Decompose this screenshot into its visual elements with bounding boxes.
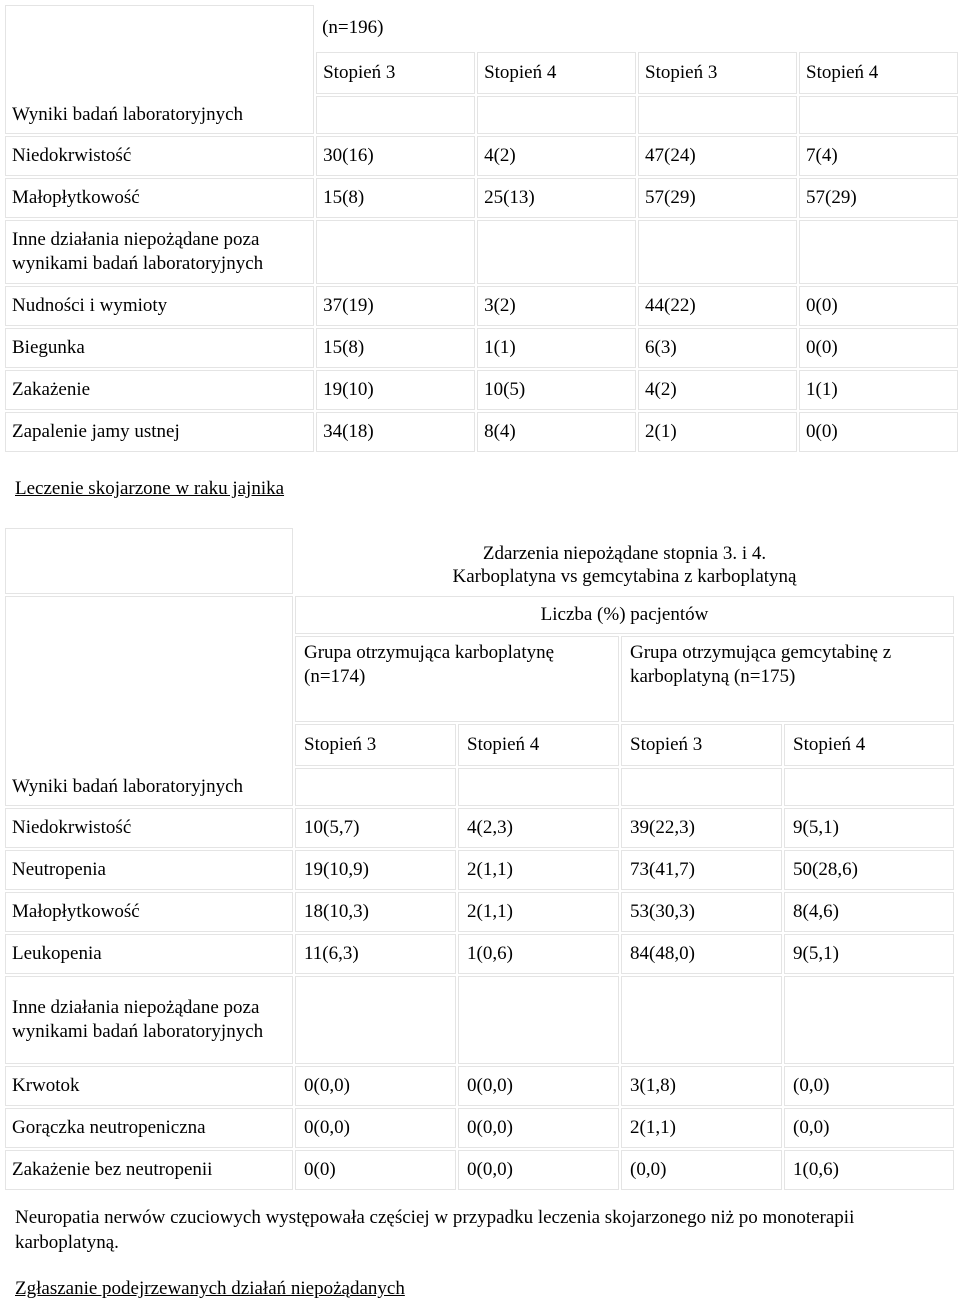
- table-row: [5, 136, 958, 176]
- other-events-header: Inne działania niepożądane poza wynikami badań laboratoryjnych: [5, 220, 314, 284]
- row-label: Biegunka: [5, 328, 314, 368]
- value-cell: 19(10): [316, 370, 475, 410]
- value-cell: 34(18): [316, 412, 475, 452]
- table-row: [5, 178, 958, 218]
- value-cell: 25(13): [477, 178, 636, 218]
- value-cell: 73(41,7): [621, 850, 782, 890]
- empty-cell: [799, 96, 958, 134]
- value-cell: 57(29): [638, 178, 797, 218]
- empty-cell: [638, 220, 797, 284]
- table-row: [5, 976, 954, 1064]
- combined-treatment-link[interactable]: Leczenie skojarzone w raku jajnika: [15, 478, 285, 499]
- value-cell: (0,0): [784, 1108, 954, 1148]
- value-cell: 53(30,3): [621, 892, 782, 932]
- empty-cell: [458, 976, 619, 1064]
- value-cell: (0,0): [621, 1150, 782, 1190]
- table-row: [5, 412, 958, 452]
- row-label: Gorączka neutropeniczna: [5, 1108, 293, 1148]
- lab-results-header: Wyniki badań laboratoryjnych: [5, 596, 293, 806]
- table-row: [5, 892, 954, 932]
- group-n-label: (n=196): [322, 16, 384, 38]
- empty-cell: [621, 768, 782, 806]
- empty-cell: [316, 96, 475, 134]
- table-row: [5, 1108, 954, 1148]
- grade-header: Stopień 4: [477, 52, 636, 94]
- table-row: [5, 1066, 954, 1106]
- empty-cell: [638, 96, 797, 134]
- value-cell: 15(8): [316, 328, 475, 368]
- value-cell: 0(0,0): [458, 1108, 619, 1148]
- grade-header: Stopień 3: [295, 724, 456, 766]
- value-cell: 10(5,7): [295, 808, 456, 848]
- value-cell: 8(4): [477, 412, 636, 452]
- value-cell: 19(10,9): [295, 850, 456, 890]
- value-cell: 50(28,6): [784, 850, 954, 890]
- empty-cell: [295, 976, 456, 1064]
- table-row: [5, 328, 958, 368]
- value-cell: 3(1,8): [621, 1066, 782, 1106]
- value-cell: 4(2,3): [458, 808, 619, 848]
- grade-header: Stopień 4: [799, 52, 958, 94]
- lab-results-header: [5, 5, 314, 134]
- value-cell: 1(1): [477, 328, 636, 368]
- value-cell: 4(2): [477, 136, 636, 176]
- adverse-events-table-2: [3, 526, 956, 1192]
- grade-header: Stopień 4: [458, 724, 619, 766]
- other-events-header: Inne działania niepożądane poza wynikami badań laboratoryjnych: [5, 976, 293, 1064]
- value-cell: 0(0,0): [295, 1066, 456, 1106]
- value-cell: 8(4,6): [784, 892, 954, 932]
- grade-header: Stopień 3: [621, 724, 782, 766]
- empty-cell: [621, 976, 782, 1064]
- value-cell: 7(4): [799, 136, 958, 176]
- group1-header: Grupa otrzymująca karboplatynę (n=174): [295, 636, 619, 722]
- value-cell: 44(22): [638, 286, 797, 326]
- empty-cell: [458, 768, 619, 806]
- row-label: Niedokrwistość: [5, 808, 293, 848]
- value-cell: 2(1,1): [458, 850, 619, 890]
- value-cell: 0(0): [799, 412, 958, 452]
- value-cell: 2(1,1): [458, 892, 619, 932]
- table-title: [295, 528, 954, 594]
- group2-header: Grupa otrzymująca gemcytabinę z karboplatyną (n=175): [621, 636, 954, 722]
- empty-cell: [316, 220, 475, 284]
- value-cell: 0(0): [799, 328, 958, 368]
- table-title-line2: Karboplatyna vs gemcytabina z karboplatyną: [452, 566, 797, 587]
- value-cell: 57(29): [799, 178, 958, 218]
- value-cell: 18(10,3): [295, 892, 456, 932]
- table-row: [5, 286, 958, 326]
- grade-header: Stopień 3: [316, 52, 475, 94]
- row-label: Małopłytkowość: [5, 178, 314, 218]
- neuropathy-note: Neuropatia nerwów czuciowych występowała częściej w przypadku leczenia skojarzonego niż po monoterapii karboplatyną.: [15, 1207, 855, 1253]
- value-cell: 39(22,3): [621, 808, 782, 848]
- value-cell: 0(0,0): [458, 1150, 619, 1190]
- value-cell: 0(0): [799, 286, 958, 326]
- value-cell: 1(1): [799, 370, 958, 410]
- value-cell: 2(1,1): [621, 1108, 782, 1148]
- value-cell: 3(2): [477, 286, 636, 326]
- adverse-events-table-1: [3, 3, 960, 454]
- empty-cell: [295, 768, 456, 806]
- row-label: Zapalenie jamy ustnej: [5, 412, 314, 452]
- table-row: [5, 1150, 954, 1190]
- value-cell: 9(5,1): [784, 934, 954, 974]
- value-cell: 4(2): [638, 370, 797, 410]
- value-cell: 47(24): [638, 136, 797, 176]
- row-label: Niedokrwistość: [5, 136, 314, 176]
- grade-header: Stopień 4: [784, 724, 954, 766]
- value-cell: 10(5): [477, 370, 636, 410]
- empty-cell: [477, 220, 636, 284]
- row-label: Zakażenie: [5, 370, 314, 410]
- table-row: [5, 220, 958, 284]
- table-row: [5, 370, 958, 410]
- table-row: [5, 850, 954, 890]
- value-cell: 15(8): [316, 178, 475, 218]
- row-label: Neutropenia: [5, 850, 293, 890]
- report-adverse-events-link[interactable]: Zgłaszanie podejrzewanych działań niepożądanych: [15, 1278, 405, 1299]
- value-cell: 84(48,0): [621, 934, 782, 974]
- lab-results-header-text: Wyniki badań laboratoryjnych: [12, 104, 244, 125]
- value-cell: 0(0,0): [458, 1066, 619, 1106]
- value-cell: 0(0,0): [295, 1108, 456, 1148]
- empty-cell: [5, 528, 293, 594]
- value-cell: 0(0): [295, 1150, 456, 1190]
- patients-header: Liczba (%) pacjentów: [295, 596, 954, 634]
- value-cell: 2(1): [638, 412, 797, 452]
- value-cell: 30(16): [316, 136, 475, 176]
- empty-cell: [799, 220, 958, 284]
- value-cell: 1(0,6): [458, 934, 619, 974]
- value-cell: 6(3): [638, 328, 797, 368]
- row-label: Małopłytkowość: [5, 892, 293, 932]
- table-title-line1: Zdarzenia niepożądane stopnia 3. i 4.: [482, 543, 767, 564]
- grade-header: Stopień 3: [638, 52, 797, 94]
- empty-cell: [784, 768, 954, 806]
- table-row: [5, 808, 954, 848]
- value-cell: (0,0): [784, 1066, 954, 1106]
- value-cell: 9(5,1): [784, 808, 954, 848]
- row-label: Zakażenie bez neutropenii: [5, 1150, 293, 1190]
- row-label: Krwotok: [5, 1066, 293, 1106]
- group-n-cell: [316, 5, 958, 50]
- empty-cell: [784, 976, 954, 1064]
- table-row: [5, 934, 954, 974]
- empty-cell: [477, 96, 636, 134]
- value-cell: 37(19): [316, 286, 475, 326]
- value-cell: 1(0,6): [784, 1150, 954, 1190]
- row-label: Leukopenia: [5, 934, 293, 974]
- value-cell: 11(6,3): [295, 934, 456, 974]
- row-label: Nudności i wymioty: [5, 286, 314, 326]
